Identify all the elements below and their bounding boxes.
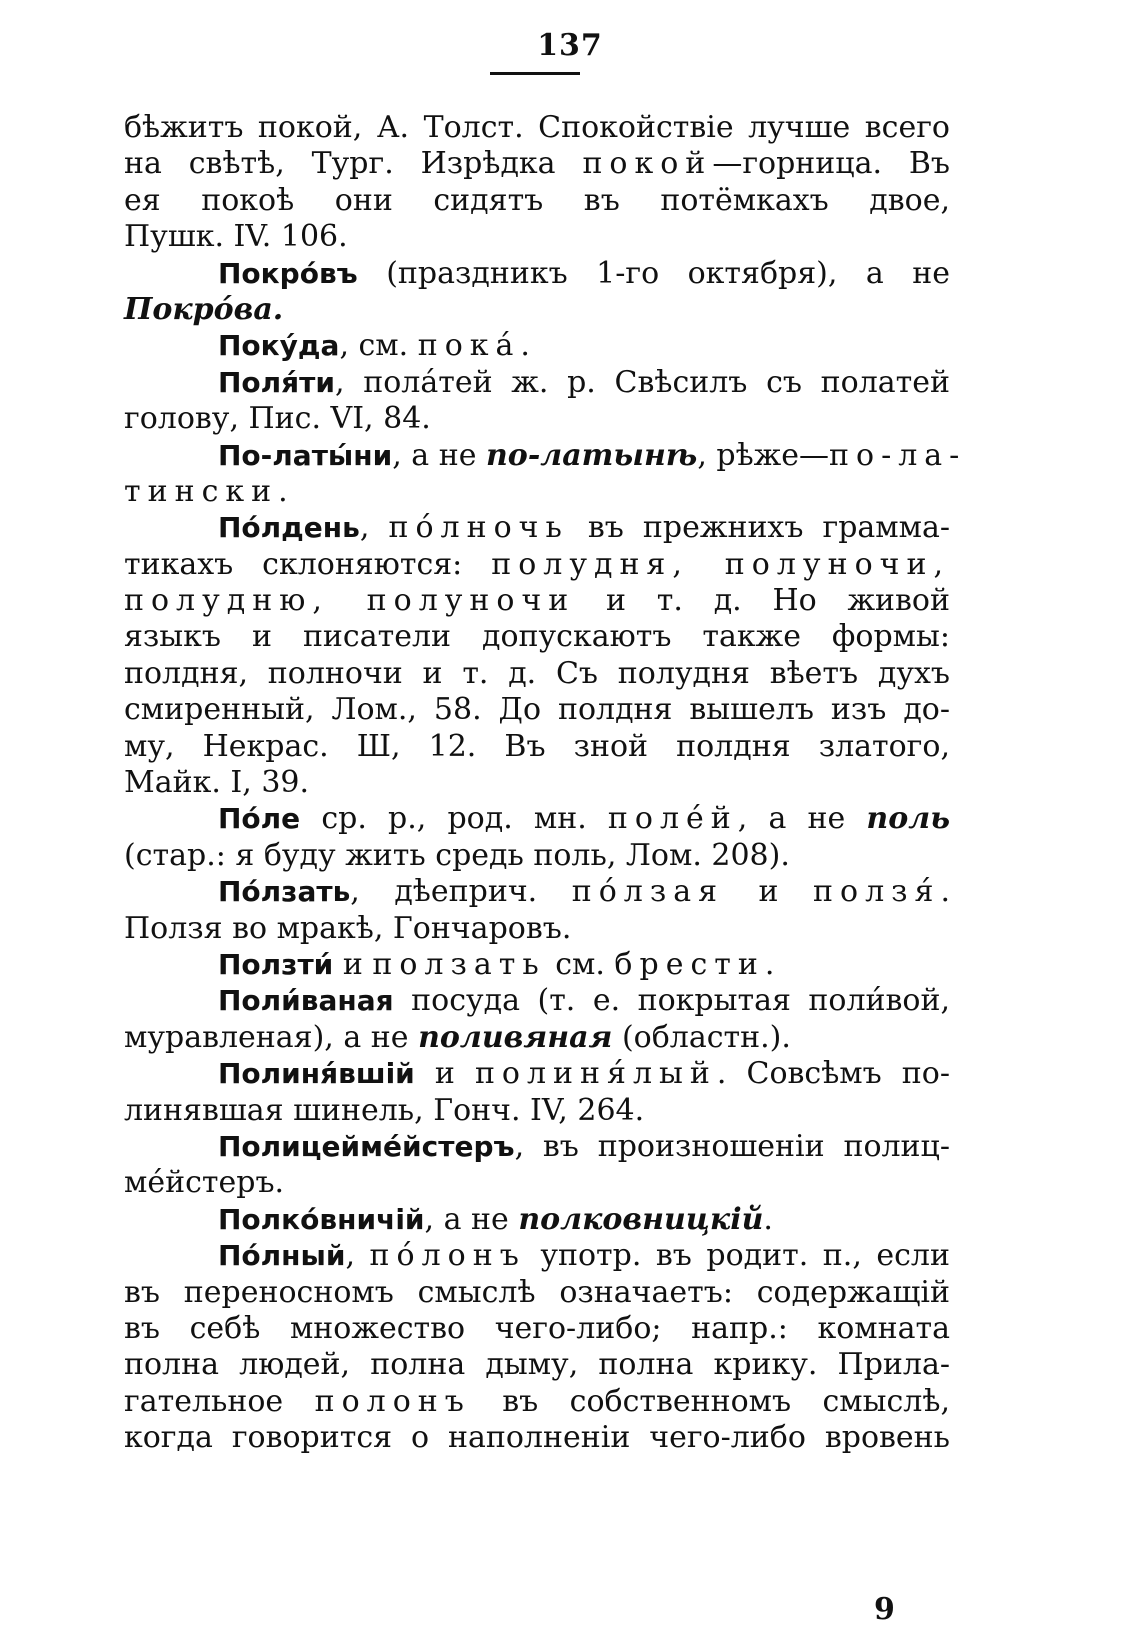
text: (областн.). [612, 1019, 791, 1055]
text: Ползя во мракѣ, Гончаровъ. [124, 910, 572, 946]
headword: По-латы́ни [218, 438, 393, 472]
text-line [124, 1311, 950, 1347]
text-line [124, 547, 950, 583]
text-line [124, 1093, 950, 1129]
text: и [414, 1056, 475, 1092]
text: гательное [124, 1383, 315, 1419]
spaced-text: пóлночь [388, 510, 569, 546]
entry-line [124, 510, 950, 546]
entry-line [124, 1056, 950, 1092]
text-line [124, 1347, 950, 1383]
headword: Полкóвничій [218, 1202, 425, 1236]
text: въ переносномъ смыслѣ означаетъ: содержащій [124, 1274, 950, 1310]
text: . [278, 473, 288, 509]
spaced-text: полудню, полуночи [124, 583, 576, 619]
text: (праздникъ 1-го октября), а не [357, 255, 950, 291]
text: му, Некрас. Ш, 12. Въ зной полдня златого, [124, 728, 950, 764]
text: (стар.: я буду жить средь поль, Лом. 208). [124, 837, 790, 873]
text-line [124, 474, 950, 510]
entry-line [124, 256, 950, 292]
spaced-text: полудня, полуночи, [491, 546, 950, 582]
text-line [124, 1275, 950, 1311]
italic-text: поль [866, 801, 950, 837]
italic-text: по-латынѣ [486, 437, 698, 473]
text: ср. р., род. мн. [300, 801, 608, 837]
text: , см. [339, 328, 418, 364]
text: , дѣеприч. [350, 874, 572, 910]
text: , въ произношеніи полиц- [514, 1128, 950, 1164]
spaced-text: брести [614, 946, 765, 982]
spaced-text: полонъ [314, 1383, 471, 1419]
text: и [333, 946, 373, 982]
text-line [124, 619, 950, 655]
entry-line [124, 328, 950, 364]
signature-mark: 9 [874, 1592, 895, 1627]
dictionary-text [124, 110, 967, 1456]
text-line [124, 110, 950, 146]
text: . Совсѣмъ по- [716, 1056, 950, 1092]
text: смиренный, Лом., 58. До полдня вышелъ изъ до- [124, 692, 950, 728]
page-number: 137 [537, 28, 603, 63]
text: тикахъ склоняются: [124, 546, 492, 582]
text: на свѣтѣ, Тург. Изрѣдка [124, 146, 583, 182]
text: бѣжитъ покой, А. Толст. Спокойствіе лучше всего [124, 110, 950, 145]
headword: Пóлдень [218, 511, 360, 545]
entry-line [124, 874, 950, 910]
text: муравленая), а не [124, 1019, 419, 1055]
text-line [124, 401, 950, 437]
text: . [520, 328, 530, 364]
spaced-text: полéй [607, 801, 738, 837]
entry-line [124, 801, 950, 837]
text-line [124, 692, 950, 728]
text: . [763, 1201, 773, 1237]
text: полна людей, полна дыму, полна крику. Прила- [124, 1347, 950, 1383]
text: Майк. I, 39. [124, 765, 310, 801]
entry-line [124, 437, 967, 474]
text-line [124, 1165, 950, 1201]
text: голову, Пис. VI, 84. [124, 401, 431, 437]
headword: Покрóвъ [218, 256, 358, 290]
entry-line [124, 1129, 950, 1165]
text-line [124, 146, 950, 182]
italic-text: полковницкій [518, 1201, 764, 1237]
text-line [124, 1384, 950, 1420]
spaced-text: тински [124, 473, 279, 509]
text: , рѣже— [697, 437, 830, 473]
text-line [124, 911, 950, 947]
text: —горница. Въ [712, 146, 951, 182]
text: въ себѣ множество чего-либо; напр.: комната [124, 1310, 950, 1346]
text: и т. д. Но живой [575, 583, 950, 619]
text-line [124, 1420, 950, 1456]
spaced-text: по-ла- [829, 437, 967, 473]
headword: Полицейме́йстеръ [218, 1129, 515, 1163]
text: , [359, 510, 389, 546]
text: , а не [737, 801, 867, 837]
entry-line [124, 365, 950, 401]
headword: Пóлзать [218, 875, 351, 909]
italic-text: поливяная [418, 1019, 613, 1055]
headword: Поли́ваная [218, 984, 394, 1018]
text: ея покоѣ они сидятъ въ потёмкахъ двое, [124, 182, 950, 218]
entry-line [124, 1202, 950, 1238]
text: , [345, 1238, 370, 1274]
entry-line [124, 983, 950, 1019]
headword: Полиня́вшій [218, 1057, 415, 1091]
text: , а не [424, 1201, 519, 1237]
spaced-text: пóлонъ [369, 1238, 526, 1274]
text: . [940, 874, 950, 910]
headword: Пóлный [218, 1239, 346, 1273]
text-line [124, 765, 950, 801]
text-line [124, 219, 950, 255]
spaced-text: полиня́лый [474, 1056, 717, 1092]
headword: Пóле [218, 802, 301, 836]
text-line [124, 656, 950, 692]
text-line [124, 292, 950, 328]
text-line [124, 183, 950, 219]
text-line [124, 729, 950, 765]
text: и [724, 874, 814, 910]
text: , полáтей ж. р. Свѣсилъ съ полатей [335, 364, 950, 400]
spaced-text: пóлзая [571, 874, 725, 910]
text: Пушк. IV. 106. [124, 219, 348, 255]
page-number-rule [490, 72, 580, 75]
entry-line [124, 1238, 950, 1274]
text: ме́йстеръ. [124, 1165, 285, 1201]
text: употр. въ родит. п., если [525, 1238, 950, 1274]
text: полдня, полночи и т. д. Съ полудня вѣетъ духъ [124, 655, 950, 691]
text: , а не [392, 437, 486, 473]
italic-text: Покрóва. [124, 291, 284, 327]
headword: Ползти́ [218, 947, 334, 981]
headword: Поля́ти [218, 365, 336, 399]
text: см. [545, 946, 615, 982]
text: въ прежнихъ грамма- [568, 510, 950, 546]
spaced-text: ползать [372, 946, 546, 982]
text: посуда (т. е. покрытая поли́вой, [393, 983, 950, 1019]
text: въ собственномъ смыслѣ, [470, 1383, 950, 1419]
spaced-text: покой [582, 146, 713, 182]
text-line [124, 1020, 950, 1056]
text: линявшая шинель, Гонч. IV, 264. [124, 1092, 645, 1128]
text: языкъ и писатели допускаютъ также формы: [124, 619, 950, 655]
text: . [764, 946, 775, 982]
text: когда говорится о наполненіи чего-либо вровень [124, 1420, 950, 1456]
text-line [124, 838, 950, 874]
text-line [124, 583, 950, 619]
headword: Покýда [218, 329, 340, 363]
spaced-text: покá [417, 328, 521, 364]
entry-line [124, 947, 950, 983]
spaced-text: ползя́ [813, 874, 941, 910]
